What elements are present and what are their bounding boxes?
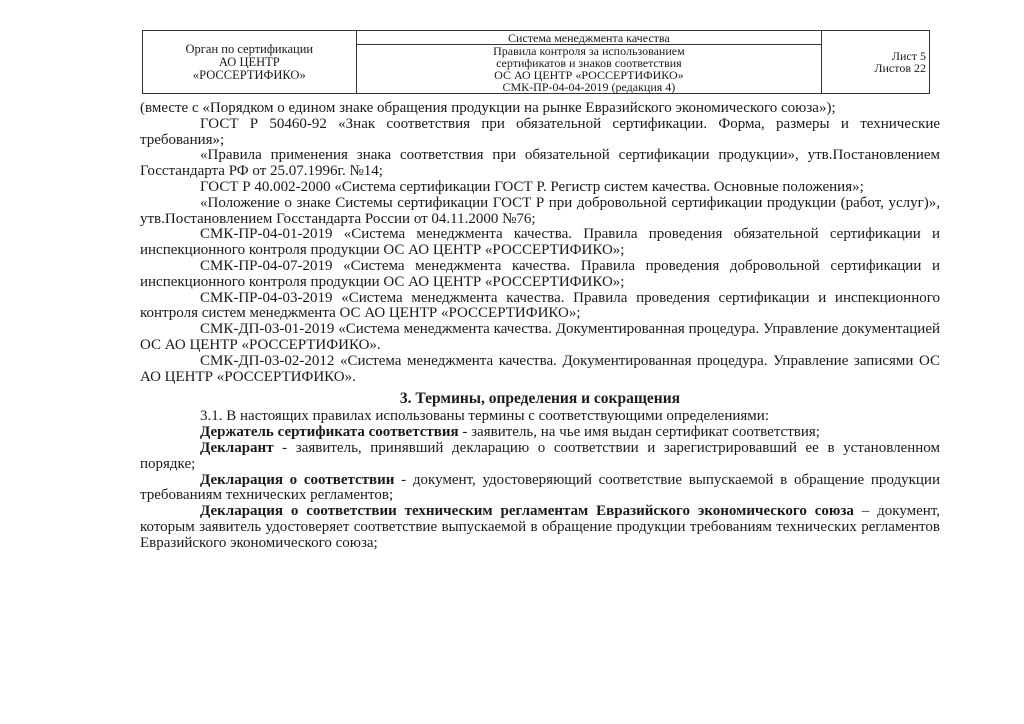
section-heading: 3. Термины, определения и сокращения (399, 390, 681, 408)
term-text: - заявитель, принявший декларацию о соответствии и зарегистрировавший ее в установленном порядке; (140, 439, 940, 472)
reference-paragraph: СМК-ДП-03-01-2019 «Система менеджмента качества. Документированная процедура. Управление документацией ОС АО ЦЕНТР «РОССЕРТИФИКО». (140, 321, 940, 353)
term-definition (140, 441, 940, 473)
document-header-table (142, 30, 930, 94)
document-title-cell (356, 45, 822, 94)
term-name: Декларация о соответствии (200, 471, 395, 488)
reference-paragraph: ГОСТ Р 40.002-2000 «Система сертификации ГОСТ Р. Регистр систем качества. Основные положения»; (200, 178, 864, 195)
reference-paragraph: СМК-ПР-04-07-2019 «Система менеджмента качества. Правила проведения добровольной сертификации и инспекционного контроля продукции ОС АО ЦЕНТР «РОССЕРТИФИКО»; (140, 257, 940, 290)
reference-paragraph: «Правила применения знака соответствия при обязательной сертификации продукции», утв.Постановлением Госстандарта РФ от 25.07.1996г. №14; (140, 147, 940, 180)
reference-paragraph: СМК-ДП-03-02-2012 «Система менеджмента качества. Документированная процедура. Управление записями ОС АО ЦЕНТР «РОССЕРТИФИКО». (140, 352, 940, 385)
system-title-cell: Система менеджмента качества (356, 31, 822, 45)
sheets-total: Листов 22 (874, 61, 926, 75)
sheet-number-cell (822, 31, 930, 94)
reference-paragraph: СМК-ПР-04-01-2019 «Система менеджмента качества. Правила проведения обязательной сертификации и инспекционного контроля продукции ОС АО ЦЕНТР «РОССЕРТИФИКО»; (140, 226, 940, 259)
rules-line-4: СМК-ПР-04-04-2019 (редакция 4) (502, 80, 676, 94)
rules-line-3: ОС АО ЦЕНТР «РОССЕРТИФИКО» (494, 68, 684, 82)
reference-paragraph: «Положение о знаке Системы сертификации ГОСТ Р при добровольной сертификации продукции (работ, услуг)», утв.Постановлением Госстандарта России от 04.11.2000 №76; (140, 194, 940, 227)
reference-paragraph: ГОСТ Р 50460-92 «Знак соответствия при обязательной сертификации. Форма, размеры и технические требования»; (140, 115, 940, 148)
term-text: – документ, которым заявитель удостоверяет соответствие выпускаемой в обращение продукции требованиям технических регламентов Евразийского экономического союза; (140, 503, 940, 551)
term-definition (140, 504, 940, 551)
reference-paragraph: (вместе с «Порядком о едином знаке обращения продукции на рынке Евразийского экономического союза»); (140, 100, 836, 116)
org-line-1: Орган по сертификации (185, 41, 314, 56)
term-name: Держатель сертификата соответствия (200, 424, 459, 441)
term-name: Декларация о соответствии техническим регламентам Евразийского экономического союза (200, 503, 854, 520)
section-intro: 3.1. В настоящих правилах использованы термины с соответствующими определениями: (200, 408, 769, 425)
org-line-3: «РОССЕРТИФИКО» (192, 67, 306, 82)
term-name: Декларант (200, 439, 274, 456)
reference-paragraph: СМК-ПР-04-03-2019 «Система менеджмента качества. Правила проведения сертификации и инспекционного контроля систем менеджмента ОС АО ЦЕНТР «РОССЕРТИФИКО»; (140, 289, 940, 322)
certification-body-cell (143, 31, 357, 94)
org-line-2: АО ЦЕНТР (218, 54, 280, 69)
rules-line-2: сертификатов и знаков соответствия (496, 56, 682, 70)
sheet-number: Лист 5 (891, 49, 926, 63)
term-text: - заявитель, на чье имя выдан сертификат соответствия; (458, 424, 820, 441)
rules-line-1: Правила контроля за использованием (493, 44, 685, 58)
document-body (140, 101, 940, 552)
term-text: - документ, удостоверяющий соответствие выпускаемой в обращение продукции требованиям технических регламентов; (140, 471, 940, 504)
term-definition (140, 425, 940, 441)
term-definition (140, 473, 940, 505)
